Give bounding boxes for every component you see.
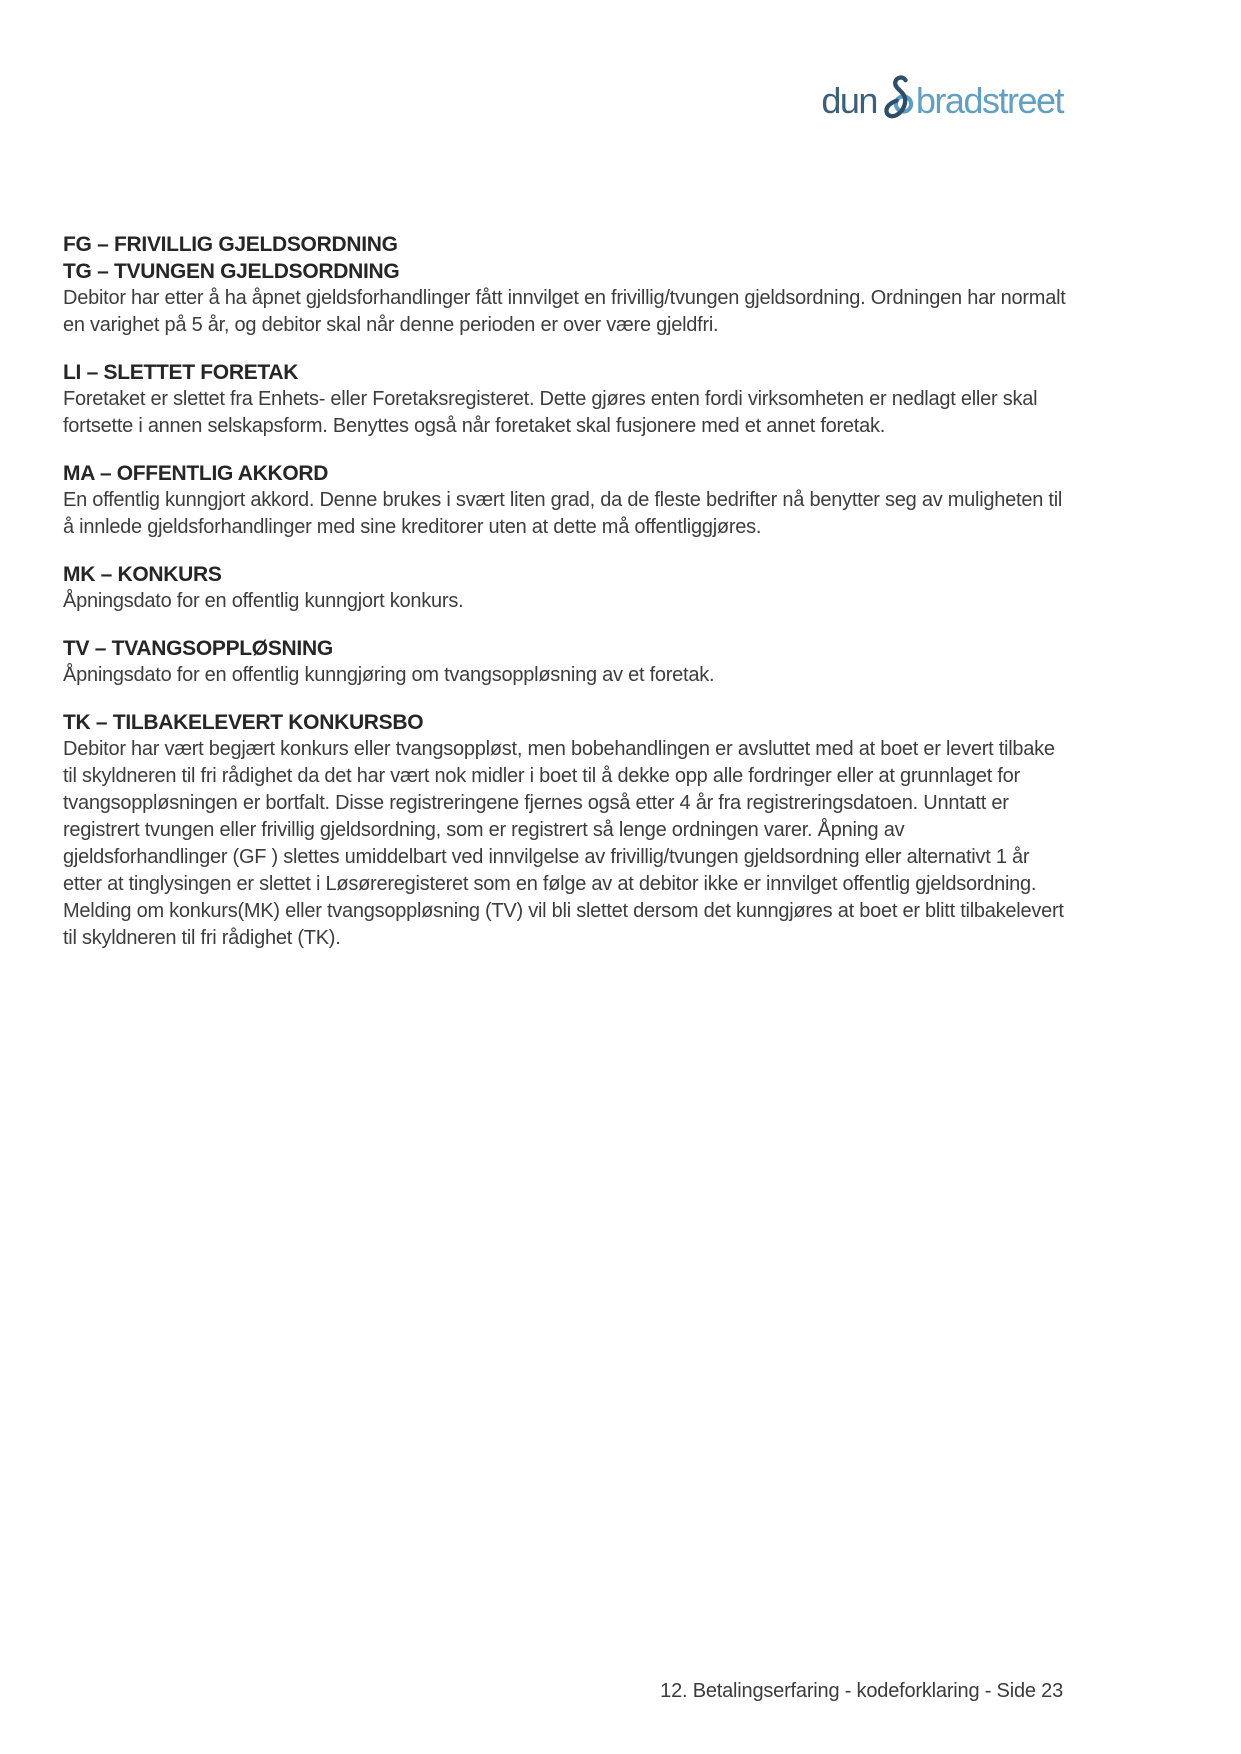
paragraph-fg-tg: Debitor har etter å ha åpnet gjeldsforhandlinger fått innvilget en frivillig/tvungen gjeldsordning. Ordningen har normalt en varighet på 5 år, og debitor skal når denne perioden er over være gjeldfri. (63, 287, 1066, 336)
paragraph-li: Foretaket er slettet fra Enhets- eller Foretaksregisteret. Dette gjøres enten fordi virksomheten er nedlagt eller skal fortsette i annen selskapsform. Benyttes også når foretaket skal fusjonere med et annet foretak. (63, 388, 1038, 437)
code-definitions-list (63, 231, 1067, 972)
paragraph-tk: Debitor har vært begjært konkurs eller tvangsoppløst, men bobehandlingen er avsluttet med at boet er levert tilbake til skyldneren til fri rådighet da det har vært nok midler i boet til å dekke opp alle fordringer eller at grunnlaget for tvangsoppløsningen er bortfalt. Disse registreringene fjernes også etter 4 år fra registreringsdatoen. Unntatt er registrert tvungen eller frivillig gjeldsordning, som er registrert så lenge ordningen varer. Åpning av gjeldsforhandlinger (GF ) slettes umiddelbart ved innvilgelse av frivillig/tvungen gjeldsordning eller alternativt 1 år etter at tinglysingen er slettet i Løsøreregisteret som en følge av at debitor ikke er innvilget offentlig gjeldsordning. Melding om konkurs(MK) eller tvangsoppløsning (TV) vil bli slettet dersom det kunngjøres at boet er blitt tilbakelevert til skyldneren til fri rådighet (TK). (63, 738, 1064, 949)
heading-tg: TG – TVUNGEN GJELDSORDNING (63, 260, 400, 283)
logo-text-dun: dun (821, 80, 877, 121)
ampersand-icon (879, 74, 915, 126)
heading-tv: TV – TVANGSOPPLØSNING (63, 637, 333, 660)
page-footer-label: 12. Betalingserfaring - kodeforklaring - Side 23 (660, 1680, 1063, 1702)
heading-tk: TK – TILBAKELEVERT KONKURSBO (63, 711, 424, 734)
heading-mk: MK – KONKURS (63, 563, 222, 586)
section-tv-tvangsopplosning (63, 635, 1067, 689)
heading-fg: FG – FRIVILLIG GJELDSORDNING (63, 233, 398, 256)
dun-bradstreet-logo (821, 74, 1063, 128)
paragraph-mk: Åpningsdato for en offentlig kunngjort konkurs. (63, 590, 464, 612)
heading-ma: MA – OFFENTLIG AKKORD (63, 462, 329, 485)
logo-text-bradstreet: bradstreet (915, 80, 1063, 121)
paragraph-ma: En offentlig kunngjort akkord. Denne brukes i svært liten grad, da de fleste bedrifter nå benytter seg av muligheten til å innlede gjeldsforhandlinger med sine kreditorer uten at dette må offentliggjøres. (63, 489, 1063, 538)
paragraph-tv: Åpningsdato for en offentlig kunngjøring om tvangsoppløsning av et foretak. (63, 664, 715, 686)
section-li-slettet-foretak (63, 359, 1067, 440)
section-fg-tg-gjeldsordning (63, 231, 1067, 339)
section-mk-konkurs (63, 561, 1067, 615)
heading-li: LI – SLETTET FORETAK (63, 361, 299, 384)
section-tk-tilbakelevert-konkursbo (63, 709, 1067, 952)
section-ma-offentlig-akkord (63, 460, 1067, 541)
